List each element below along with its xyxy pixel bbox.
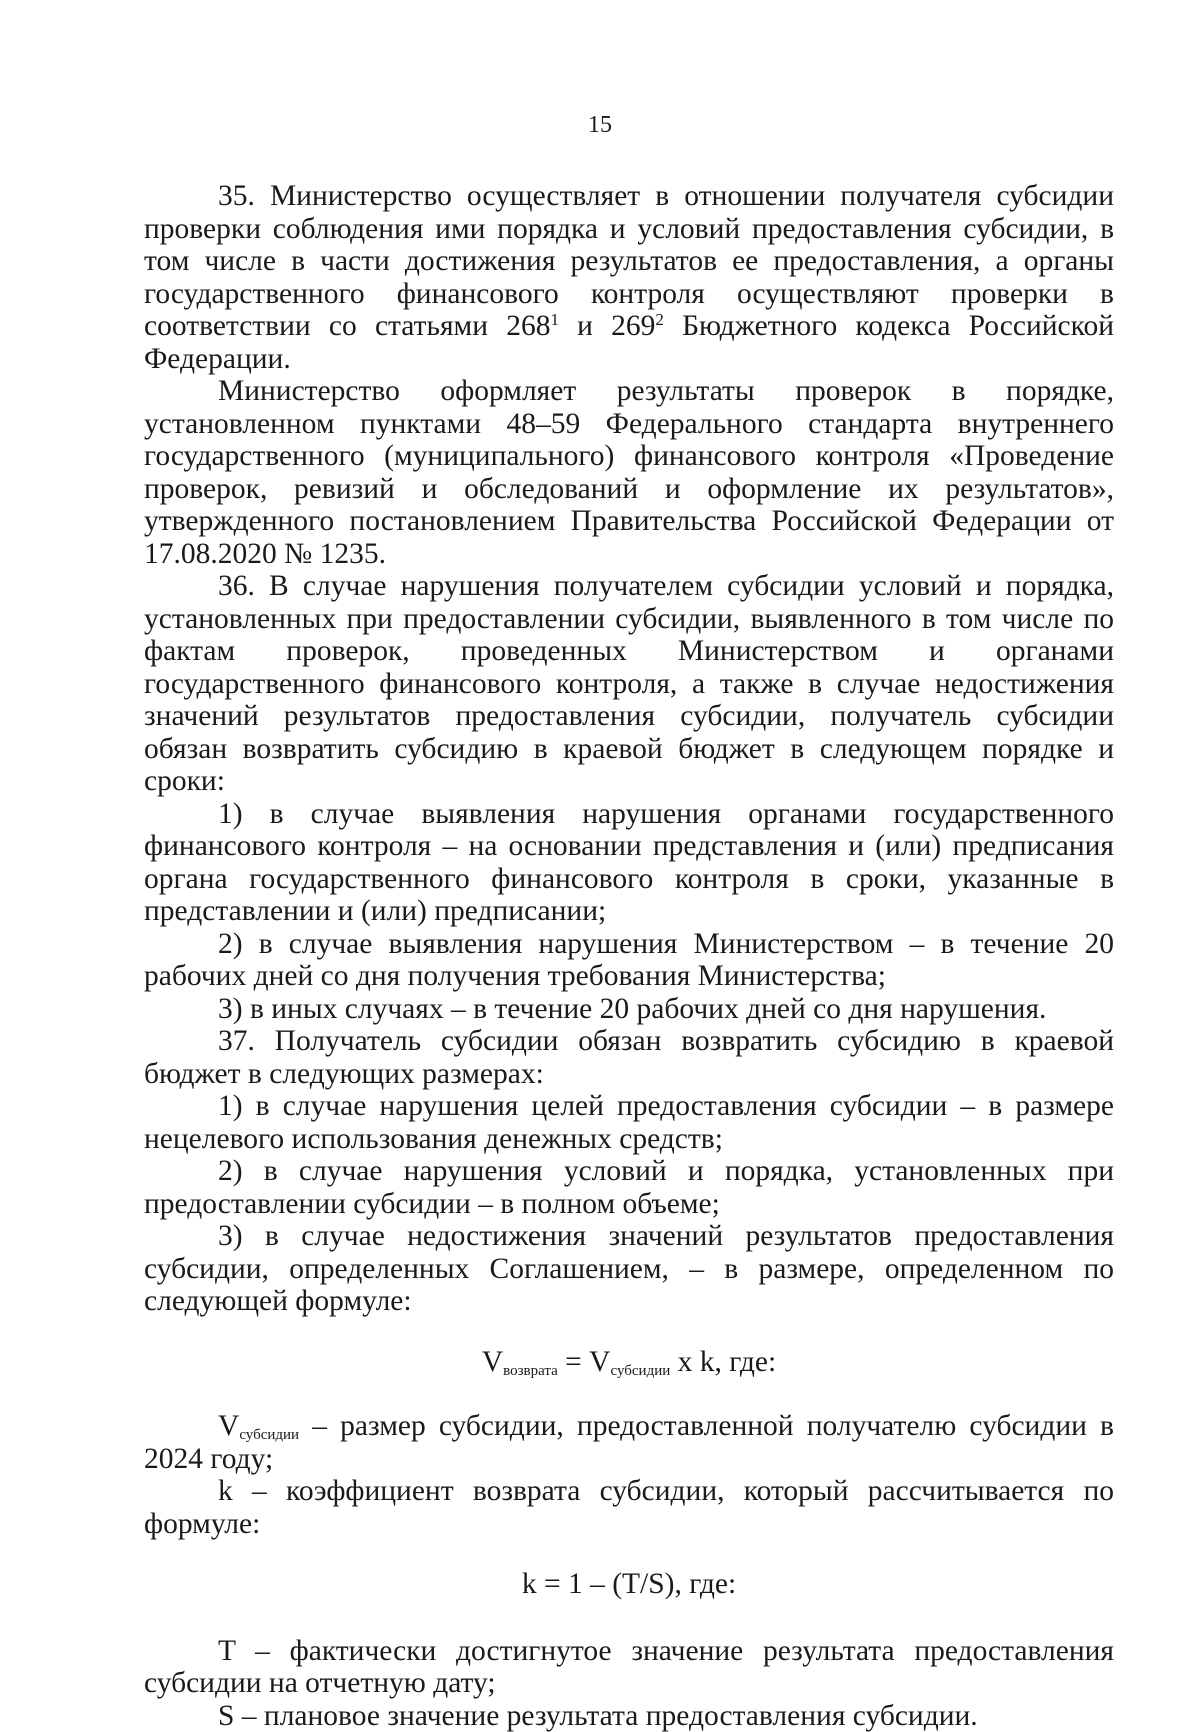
- definition-v-sub: субсидии: [239, 1427, 299, 1443]
- paragraph-36-item-3: 3) в иных случаях – в течение 20 рабочих дней со дня нарушения.: [144, 993, 1114, 1026]
- paragraph-37: 37. Получатель субсидии обязан возвратить субсидию в краевой бюджет в следующих размерах:: [144, 1025, 1114, 1090]
- paragraph-36: 36. В случае нарушения получателем субсидии условий и порядка, установленных при предоставлении субсидии, выявленного в том числе по фактам проверок, проведенных Министерством и органами государственного финансового контроля, а также в случае недостижения значений результатов предоставления субсидии, получатель субсидии обязан возвратить субсидию в краевой бюджет в следующем порядке и сроки:: [144, 570, 1114, 798]
- paragraph-36-item-1: 1) в случае выявления нарушения органами государственного финансового контроля – на основании представления и (или) предписания органа государственного финансового контроля в сроки, указанные в представлении и (или) предписании;: [144, 798, 1114, 928]
- paragraph-35-text-c: Бюджетного кодекса Российской Федерации.: [144, 310, 1114, 375]
- paragraph-35: [144, 180, 1114, 375]
- document-body: [144, 180, 1114, 1732]
- paragraph-35-text-a: 35. Министерство осуществляет в отношении получателя субсидии проверки соблюдения ими порядка и условий предоставления субсидии, в том числе в части достижения результатов ее предоставления, а органы государственного финансового контроля осуществляют проверки в соответствии со статьями 268: [144, 180, 1114, 342]
- definition-v-text: – размер субсидии, предоставленной получателю субсидии в 2024 году;: [144, 1410, 1114, 1475]
- paragraph-37-item-2: 2) в случае нарушения условий и порядка, установленных при предоставлении субсидии – в полном объеме;: [144, 1155, 1114, 1220]
- paragraph-37-item-1: 1) в случае нарушения целей предоставления субсидии – в размере нецелевого использования денежных средств;: [144, 1090, 1114, 1155]
- formula-sub-subsidy: субсидии: [610, 1363, 670, 1379]
- formula-return-amount: [144, 1346, 1114, 1379]
- footnote-superscript-1: 1: [550, 310, 559, 329]
- definition-v-subsidy: [144, 1410, 1114, 1475]
- paragraph-35-results: Министерство оформляет результаты проверок в порядке, установленном пунктами 48–59 Федерального стандарта внутреннего государственного (муниципального) финансового контроля «Проведение проверок, ревизий и обследований и оформление их результатов», утвержденного постановлением Правительства Российской Федерации от 17.08.2020 № 1235.: [144, 375, 1114, 570]
- footnote-superscript-2: 2: [655, 310, 664, 329]
- formula-k: k = 1 – (T/S), где:: [144, 1568, 1114, 1601]
- definition-k: k – коэффициент возврата субсидии, который рассчитывается по формуле:: [144, 1475, 1114, 1540]
- paragraph-36-item-2: 2) в случае выявления нарушения Министерством – в течение 20 рабочих дней со дня получения требования Министерства;: [144, 928, 1114, 993]
- formula-eq-v: = V: [558, 1346, 611, 1378]
- definition-s: S – плановое значение результата предоставления субсидии.: [144, 1700, 1114, 1732]
- formula-v-return: V: [482, 1346, 503, 1378]
- formula-sub-return: возврата: [503, 1363, 558, 1379]
- definition-v-symbol: V: [218, 1410, 239, 1442]
- formula-rest: x k, где:: [670, 1346, 776, 1378]
- definition-t: T – фактически достигнутое значение результата предоставления субсидии на отчетную дату;: [144, 1635, 1114, 1700]
- paragraph-37-item-3: 3) в случае недостижения значений результатов предоставления субсидии, определенных Соглашением, – в размере, определенном по следующей формуле:: [144, 1220, 1114, 1318]
- paragraph-35-text-b: и 269: [559, 310, 655, 342]
- page-number: 15: [0, 110, 1200, 140]
